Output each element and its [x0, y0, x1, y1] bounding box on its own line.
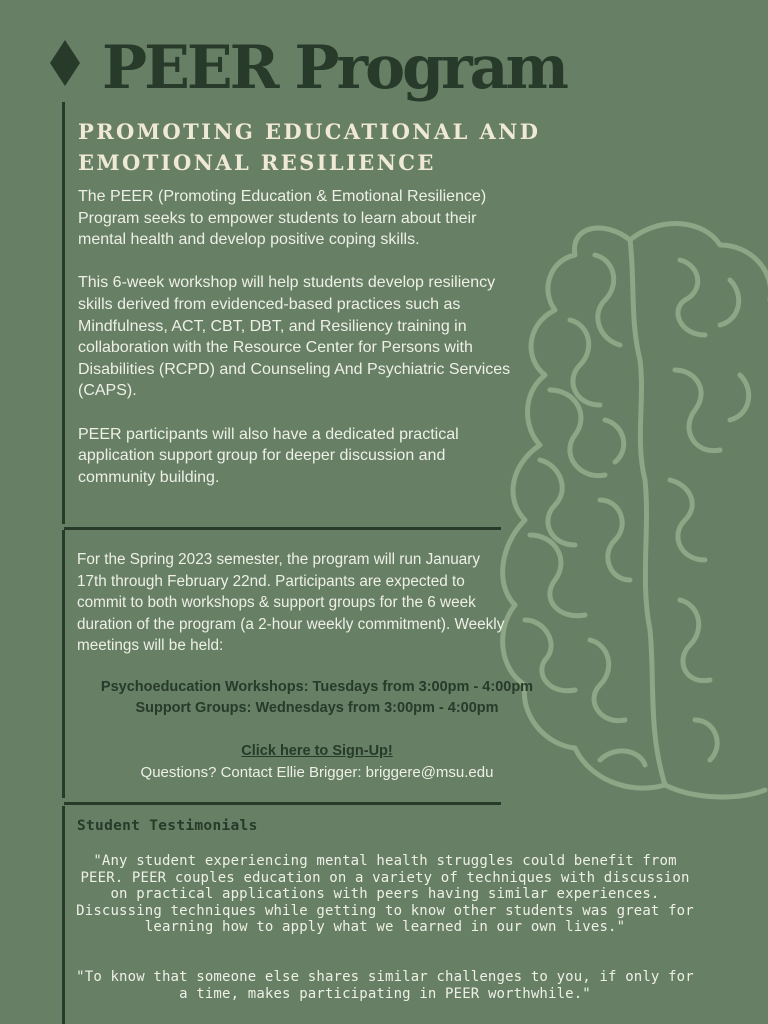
diamond-icon [50, 40, 80, 86]
support-group-time: Support Groups: Wednesdays from 3:00pm - 4:00pm [135, 700, 499, 716]
intro-paragraph-3: PEER participants will also have a dedicated practical application support group for deeper discussion and community building. [78, 425, 459, 486]
left-rule-bottom [62, 806, 65, 1024]
section-divider-1 [64, 527, 501, 530]
intro-paragraph-2: This 6-week workshop will help students develop resiliency skills derived from evidenced-based practices such as Mindfulness, ACT, CBT, DBT, and Resiliency training in collaboration with the Resource Center for Persons with Disabilities (RCPD) and Counseling And Psychiatric Services (CAPS). [78, 274, 511, 400]
testimonial-quote-2: "To know that someone else shares similar challenges to you, if only for a time, makes participating in PEER worthwhile." [76, 969, 694, 1002]
intro-paragraph-1: The PEER (Promoting Education & Emotional Resilience) Program seeks to empower students to learn about their mental health and develop positive coping skills. [78, 188, 487, 249]
schedule-text: For the Spring 2023 semester, the program will run January 17th through February 22nd. Participants are expected to commit to both workshops & support groups for the 6 week duration of the program (a 2-hour weekly commitment). Weekly meetings will be held: [77, 551, 505, 654]
testimonial-quote-1: "Any student experiencing mental health struggles could benefit from PEER. PEER couples education on a variety of techniques with discussion on practical applications with peers having similar experiences. Discussing techniques while getting to know other students was great for learning how to apply what we learned in our own lives." [76, 853, 694, 936]
contact-info: Questions? Contact Ellie Brigger: briggere@msu.edu [140, 764, 494, 781]
left-rule-top [62, 102, 65, 524]
testimonials-heading: Student Testimonials [77, 818, 258, 834]
subtitle-line-2: EMOTIONAL RESILIENCE [78, 150, 436, 175]
signup-row [64, 741, 570, 762]
workshop-time: Psychoeducation Workshops: Tuesdays from 3:00pm - 4:00pm [100, 679, 534, 695]
page-title: PEER Program [102, 33, 567, 103]
intro-section [78, 186, 518, 510]
section-divider-2 [64, 802, 501, 805]
subtitle-line-1: PROMOTING EDUCATIONAL AND [78, 119, 541, 144]
meeting-times [64, 677, 570, 719]
signup-link[interactable]: Click here to Sign-Up! [241, 743, 393, 759]
page-subtitle [78, 116, 598, 178]
